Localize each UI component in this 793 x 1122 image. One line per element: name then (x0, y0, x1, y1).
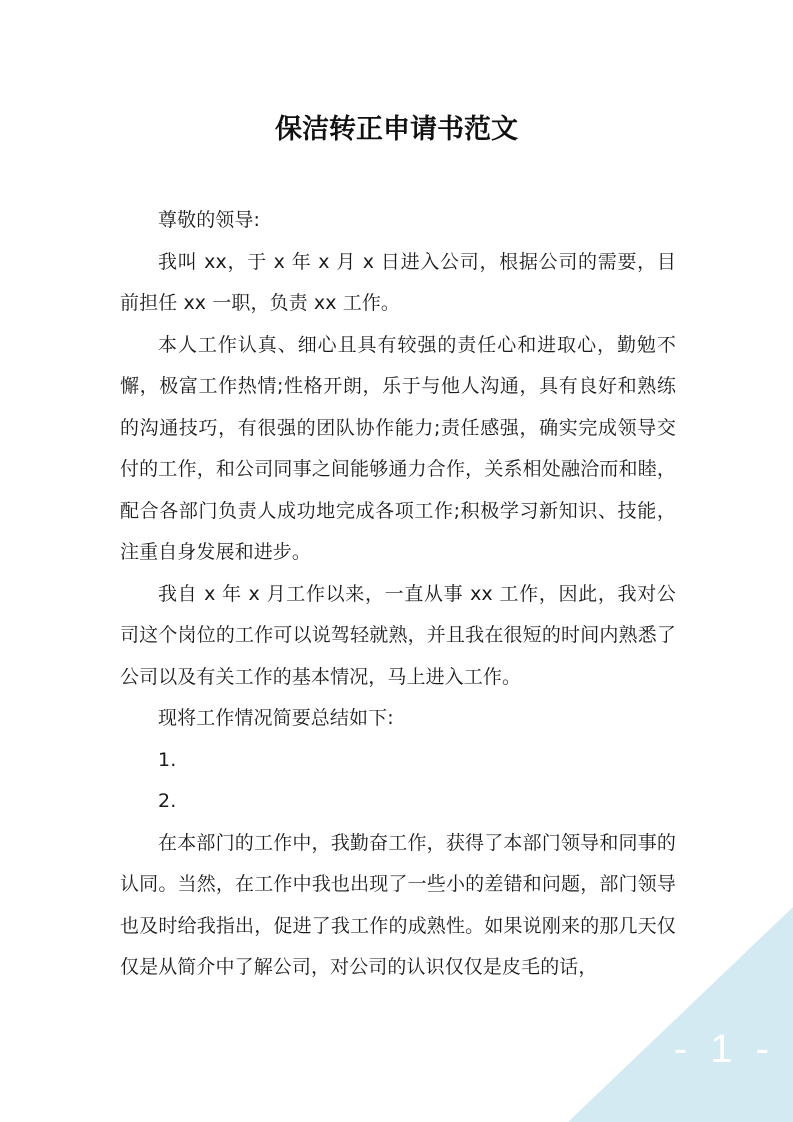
salutation: 尊敬的领导: (158, 209, 261, 231)
paragraph-summary-intro: 现将工作情况简要总结如下: (158, 707, 394, 729)
paragraph-intro: 我叫 xx，于 x 年 x 月 x 日进入公司，根据公司的需要，目前担任 xx 一职，负责 xx 工作。 (120, 250, 676, 314)
document-body (120, 200, 676, 989)
paragraph-qualities: 本人工作认真、细心且具有较强的责任心和进取心，勤勉不懈，极富工作热情;性格开朗，乐于与他人沟通，具有良好和熟练的沟通技巧，有很强的团队协作能力;责任感强，确实完成领导交付的工作，和公司同事之间能够通力合作，关系相处融洽而和睦，配合各部门负责人成功地完成各项工作;积极学习新知识、技能，注重自身发展和进步。 (120, 333, 676, 563)
paragraph-department: 在本部门的工作中，我勤奋工作，获得了本部门领导和同事的认同。当然，在工作中我也出现了一些小的差错和问题，部门领导也及时给我指出，促进了我工作的成熟性。如果说刚来的那几天仅仅是从简介中了解公司，对公司的认识仅仅是皮毛的话， (120, 831, 676, 978)
paragraph-experience: 我自 x 年 x 月工作以来，一直从事 xx 工作，因此，我对公司这个岗位的工作可以说驾轻就熟，并且我在很短的时间内熟悉了公司以及有关工作的基本情况，马上进入工作。 (120, 582, 676, 688)
document-title: 保洁转正申请书范文 (275, 114, 518, 145)
corner-triangle-decoration (568, 907, 793, 1122)
list-item-1: 1. (158, 748, 177, 771)
page-number: - 1 - (673, 1027, 775, 1071)
list-item-2: 2. (158, 790, 177, 812)
